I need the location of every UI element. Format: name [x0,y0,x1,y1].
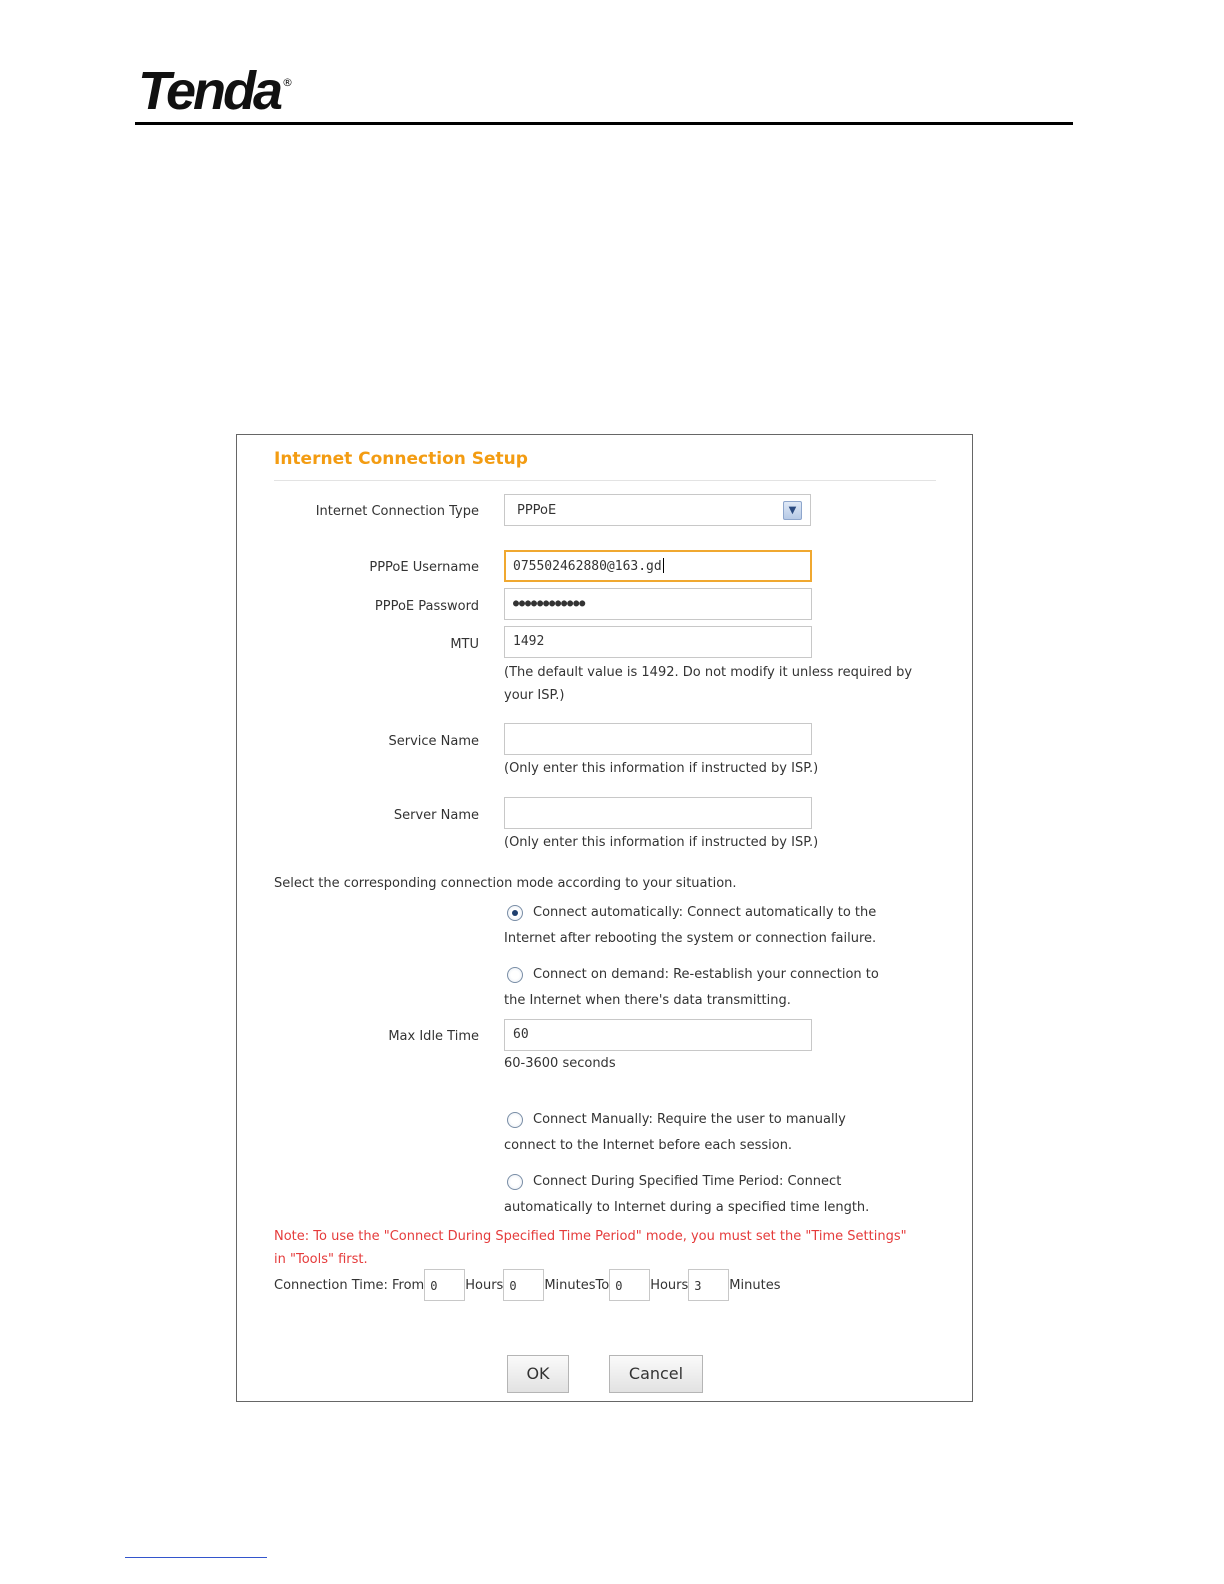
server-name-label: Server Name [393,808,479,823]
mode-demand-line2: the Internet when there's data transmitting. [504,993,791,1008]
service-name-input[interactable] [504,723,812,755]
server-name-input[interactable] [504,797,812,829]
mode-intro: Select the corresponding connection mode according to your situation. [274,876,737,891]
password-value: ●●●●●●●●●●●● [513,598,586,609]
title-divider [274,480,936,481]
page-title: Internet Connection Setup [274,449,528,469]
password-input[interactable] [504,588,812,620]
tenda-logo [138,62,293,120]
chevron-down-icon[interactable]: ▼ [783,501,802,520]
hours-label-1: Hours [465,1277,504,1293]
mode-demand-line1: Connect on demand: Re-establish your connection to [533,967,879,982]
mode-auto-option[interactable] [504,900,924,952]
service-name-label: Service Name [388,734,479,749]
mode-timed-line1: Connect During Specified Time Period: Connect [533,1174,842,1189]
minutes-label: Minutes [729,1277,781,1293]
mode-timed-radio[interactable] [507,1174,523,1190]
mode-auto-line1: Connect automatically: Connect automatically to the [533,905,877,920]
mode-auto-radio[interactable] [507,905,523,921]
username-label: PPPoE Username [369,560,479,575]
mode-timed-line2: automatically to Internet during a specified time length. [504,1200,870,1215]
connection-type-label: Internet Connection Type [315,504,479,519]
connection-time-row [274,1269,780,1301]
hours-label-2: Hours [650,1277,689,1293]
connection-time-from-label: Connection Time: From [274,1277,425,1293]
mode-demand-radio[interactable] [507,967,523,983]
mode-auto-line2: Internet after rebooting the system or connection failure. [504,931,877,946]
server-name-hint: (Only enter this information if instructed by ISP.) [504,835,819,850]
from-hours-input[interactable]: 0 [424,1269,465,1301]
username-input[interactable] [504,550,812,582]
max-idle-label: Max Idle Time [388,1029,479,1044]
max-idle-hint: 60-3600 seconds [504,1056,616,1071]
mtu-value: 1492 [513,634,545,649]
mtu-label: MTU [450,637,479,652]
mtu-hint-line1: (The default value is 1492. Do not modify it unless required by [504,665,913,680]
username-value: 075502462880@163.gd [513,559,662,574]
mode-timed-option[interactable] [504,1169,924,1221]
time-settings-note-line2: in "Tools" first. [274,1252,368,1267]
time-settings-note-line1: Note: To use the "Connect During Specified Time Period" mode, you must set the "Time Settings" [274,1229,907,1244]
cancel-button[interactable]: Cancel [609,1355,703,1393]
mode-manual-radio[interactable] [507,1112,523,1128]
mode-demand-option[interactable] [504,962,924,1014]
mtu-hint-line2: your ISP.) [504,688,565,703]
internet-connection-setup-panel [236,434,973,1402]
footer-link-underline[interactable] [125,1557,267,1558]
ok-button[interactable]: OK [507,1355,569,1393]
to-hours-input[interactable]: 0 [609,1269,650,1301]
mtu-input[interactable] [504,626,812,658]
text-caret [663,558,664,573]
registered-mark: ® [282,76,294,89]
connection-type-select[interactable] [504,494,811,526]
service-name-hint: (Only enter this information if instructed by ISP.) [504,761,819,776]
max-idle-input[interactable] [504,1019,812,1051]
password-label: PPPoE Password [374,599,479,614]
mode-manual-line1: Connect Manually: Require the user to manually [533,1112,846,1127]
logo-text: Tenda [138,61,281,121]
to-minutes-input[interactable]: 3 [688,1269,729,1301]
max-idle-value: 60 [513,1027,529,1042]
mode-manual-option[interactable] [504,1107,924,1159]
minutes-to-label: MinutesTo [544,1277,610,1293]
header-divider [135,122,1073,125]
from-minutes-input[interactable]: 0 [503,1269,544,1301]
mode-manual-line2: connect to the Internet before each session. [504,1138,793,1153]
connection-type-value: PPPoE [517,503,557,518]
